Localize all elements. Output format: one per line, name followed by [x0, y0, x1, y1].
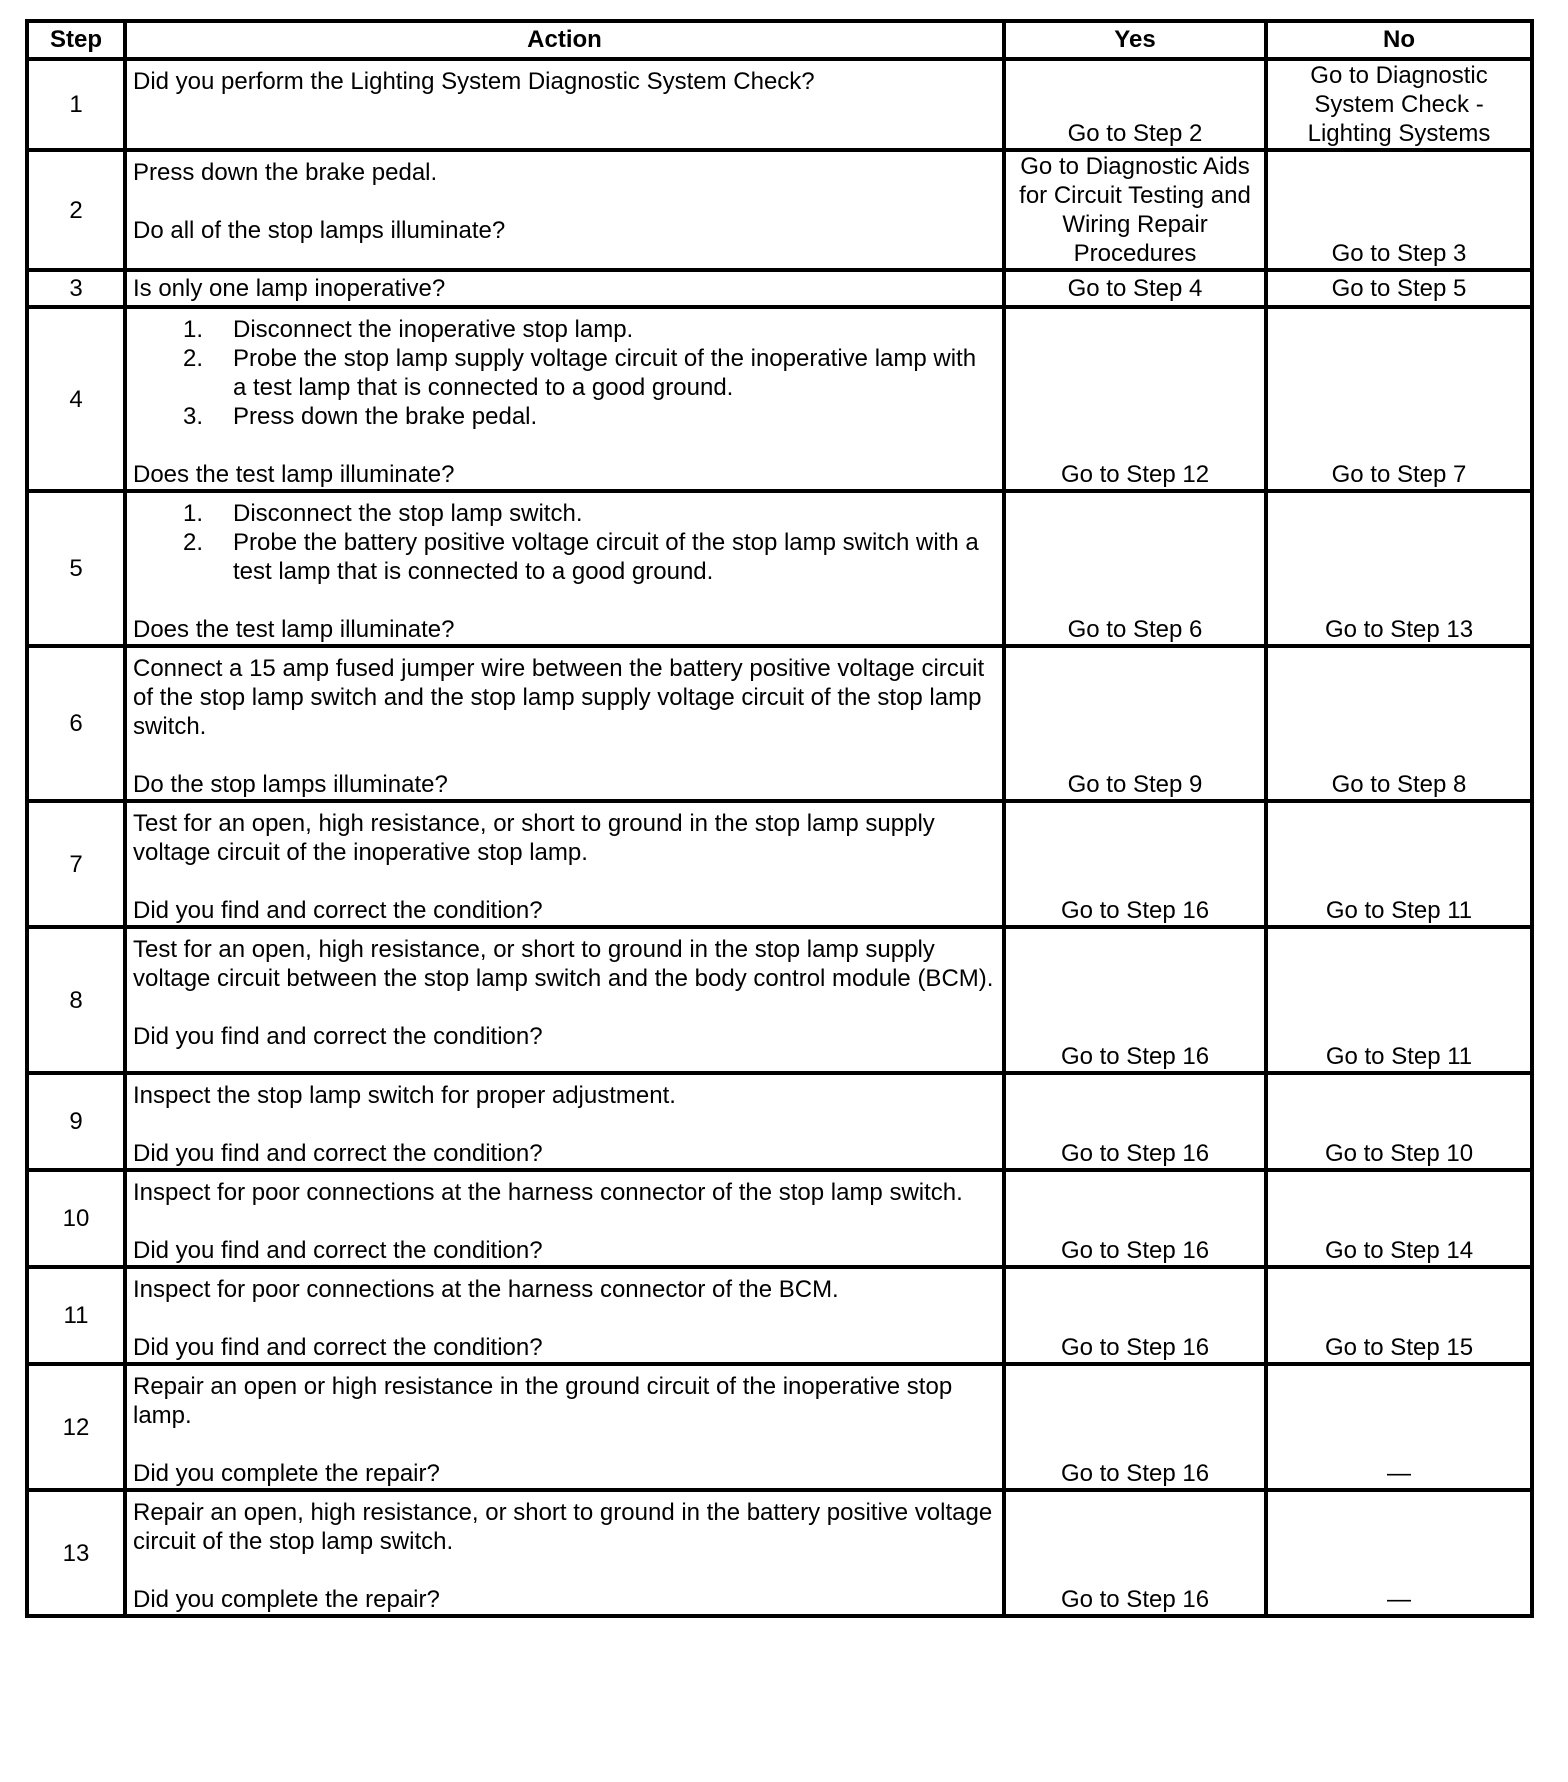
action-cell: [125, 1170, 1004, 1267]
step-number: 9: [27, 1073, 125, 1170]
no-cell: Go to Step 13: [1266, 491, 1532, 646]
table-row: [27, 1490, 1532, 1616]
action-cell: [125, 150, 1004, 270]
table-row: [27, 801, 1532, 927]
no-cell: Go to Step 5: [1266, 270, 1532, 307]
action-steps-list: [133, 315, 996, 431]
yes-cell: Go to Step 16: [1004, 1267, 1266, 1364]
list-item: Probe the stop lamp supply voltage circuit of the inoperative lamp with a test lamp that is connected to a good ground.: [233, 345, 977, 401]
action-text: Test for an open, high resistance, or short to ground in the stop lamp supply voltage circuit between the stop lamp switch and the body control module (BCM).: [133, 936, 994, 992]
action-cell: [125, 59, 1004, 150]
yes-cell: Go to Step 2: [1004, 59, 1266, 150]
no-cell: —: [1266, 1490, 1532, 1616]
no-cell: Go to Step 11: [1266, 801, 1532, 927]
action-text: Test for an open, high resistance, or short to ground in the stop lamp supply voltage circuit of the inoperative stop lamp.: [133, 810, 935, 866]
step-number: 10: [27, 1170, 125, 1267]
action-question: Does the test lamp illuminate?: [133, 616, 455, 643]
no-cell: Go to Diagnostic System Check - Lighting Systems: [1266, 59, 1532, 150]
yes-cell: Go to Step 16: [1004, 1170, 1266, 1267]
yes-cell: Go to Step 6: [1004, 491, 1266, 646]
action-text: Press down the brake pedal.: [133, 159, 438, 186]
no-cell: —: [1266, 1364, 1532, 1490]
table-row: [27, 646, 1532, 801]
action-text: Repair an open or high resistance in the ground circuit of the inoperative stop lamp.: [133, 1373, 953, 1429]
yes-cell: Go to Step 12: [1004, 307, 1266, 491]
table-row: [27, 59, 1532, 150]
header-no: No: [1266, 21, 1532, 59]
step-number: 7: [27, 801, 125, 927]
no-cell: Go to Step 11: [1266, 927, 1532, 1073]
header-step: Step: [27, 21, 125, 59]
yes-cell: Go to Step 16: [1004, 927, 1266, 1073]
list-item: Disconnect the stop lamp switch.: [233, 500, 583, 527]
action-cell: [125, 307, 1004, 491]
table-row: [27, 1267, 1532, 1364]
step-number: 5: [27, 491, 125, 646]
action-steps-list: [133, 499, 996, 586]
table-row: [27, 491, 1532, 646]
step-number: 12: [27, 1364, 125, 1490]
action-text: Inspect for poor connections at the harness connector of the BCM.: [133, 1276, 839, 1303]
header-action: Action: [125, 21, 1004, 59]
action-question: Did you find and correct the condition?: [133, 1334, 543, 1361]
header-row: [27, 21, 1532, 59]
diagnostic-table-container: [25, 19, 1534, 1618]
action-question: Did you complete the repair?: [133, 1460, 440, 1487]
step-number: 3: [27, 270, 125, 307]
step-number: 8: [27, 927, 125, 1073]
yes-cell: Go to Step 16: [1004, 1364, 1266, 1490]
no-cell: Go to Step 15: [1266, 1267, 1532, 1364]
action-cell: [125, 491, 1004, 646]
yes-cell: Go to Step 16: [1004, 1073, 1266, 1170]
action-question: Do the stop lamps illuminate?: [133, 771, 448, 798]
table-row: [27, 1073, 1532, 1170]
step-number: 1: [27, 59, 125, 150]
table-row: [27, 1170, 1532, 1267]
action-question: Do all of the stop lamps illuminate?: [133, 217, 506, 244]
table-row: [27, 150, 1532, 270]
header-yes: Yes: [1004, 21, 1266, 59]
step-number: 4: [27, 307, 125, 491]
table-row: [27, 1364, 1532, 1490]
action-cell: [125, 801, 1004, 927]
action-cell: [125, 1490, 1004, 1616]
action-cell: [125, 1073, 1004, 1170]
step-number: 6: [27, 646, 125, 801]
yes-cell: Go to Step 9: [1004, 646, 1266, 801]
action-cell: [125, 270, 1004, 307]
action-text: Inspect for poor connections at the harness connector of the stop lamp switch.: [133, 1179, 963, 1206]
table-row: [27, 307, 1532, 491]
list-item: Disconnect the inoperative stop lamp.: [233, 316, 634, 343]
action-question: Did you find and correct the condition?: [133, 1023, 543, 1050]
yes-cell: Go to Step 4: [1004, 270, 1266, 307]
no-cell: Go to Step 8: [1266, 646, 1532, 801]
action-question: Did you find and correct the condition?: [133, 1140, 543, 1167]
action-text: Repair an open, high resistance, or short to ground in the battery positive voltage circuit of the stop lamp switch.: [133, 1499, 993, 1555]
no-cell: Go to Step 3: [1266, 150, 1532, 270]
step-number: 11: [27, 1267, 125, 1364]
step-number: 13: [27, 1490, 125, 1616]
action-question: Did you find and correct the condition?: [133, 897, 543, 924]
no-cell: Go to Step 10: [1266, 1073, 1532, 1170]
action-text: Is only one lamp inoperative?: [133, 275, 446, 302]
list-item: Probe the battery positive voltage circuit of the stop lamp switch with a test lamp that is connected to a good ground.: [233, 529, 979, 585]
yes-cell: Go to Step 16: [1004, 801, 1266, 927]
step-number: 2: [27, 150, 125, 270]
table-row: [27, 270, 1532, 307]
action-text: Did you perform the Lighting System Diagnostic System Check?: [133, 68, 815, 95]
action-cell: [125, 927, 1004, 1073]
action-question: Did you complete the repair?: [133, 1586, 440, 1613]
action-text: Connect a 15 amp fused jumper wire between the battery positive voltage circuit of the stop lamp switch and the stop lamp supply voltage circuit of the stop lamp switch.: [133, 655, 985, 740]
yes-cell: Go to Diagnostic Aids for Circuit Testing and Wiring Repair Procedures: [1004, 150, 1266, 270]
action-cell: [125, 1267, 1004, 1364]
diagnostic-table: [25, 19, 1534, 1618]
action-question: Does the test lamp illuminate?: [133, 461, 455, 488]
no-cell: Go to Step 14: [1266, 1170, 1532, 1267]
action-text: Inspect the stop lamp switch for proper adjustment.: [133, 1082, 676, 1109]
action-question: Did you find and correct the condition?: [133, 1237, 543, 1264]
list-item: Press down the brake pedal.: [233, 403, 538, 430]
yes-cell: Go to Step 16: [1004, 1490, 1266, 1616]
action-cell: [125, 646, 1004, 801]
no-cell: Go to Step 7: [1266, 307, 1532, 491]
table-row: [27, 927, 1532, 1073]
action-cell: [125, 1364, 1004, 1490]
